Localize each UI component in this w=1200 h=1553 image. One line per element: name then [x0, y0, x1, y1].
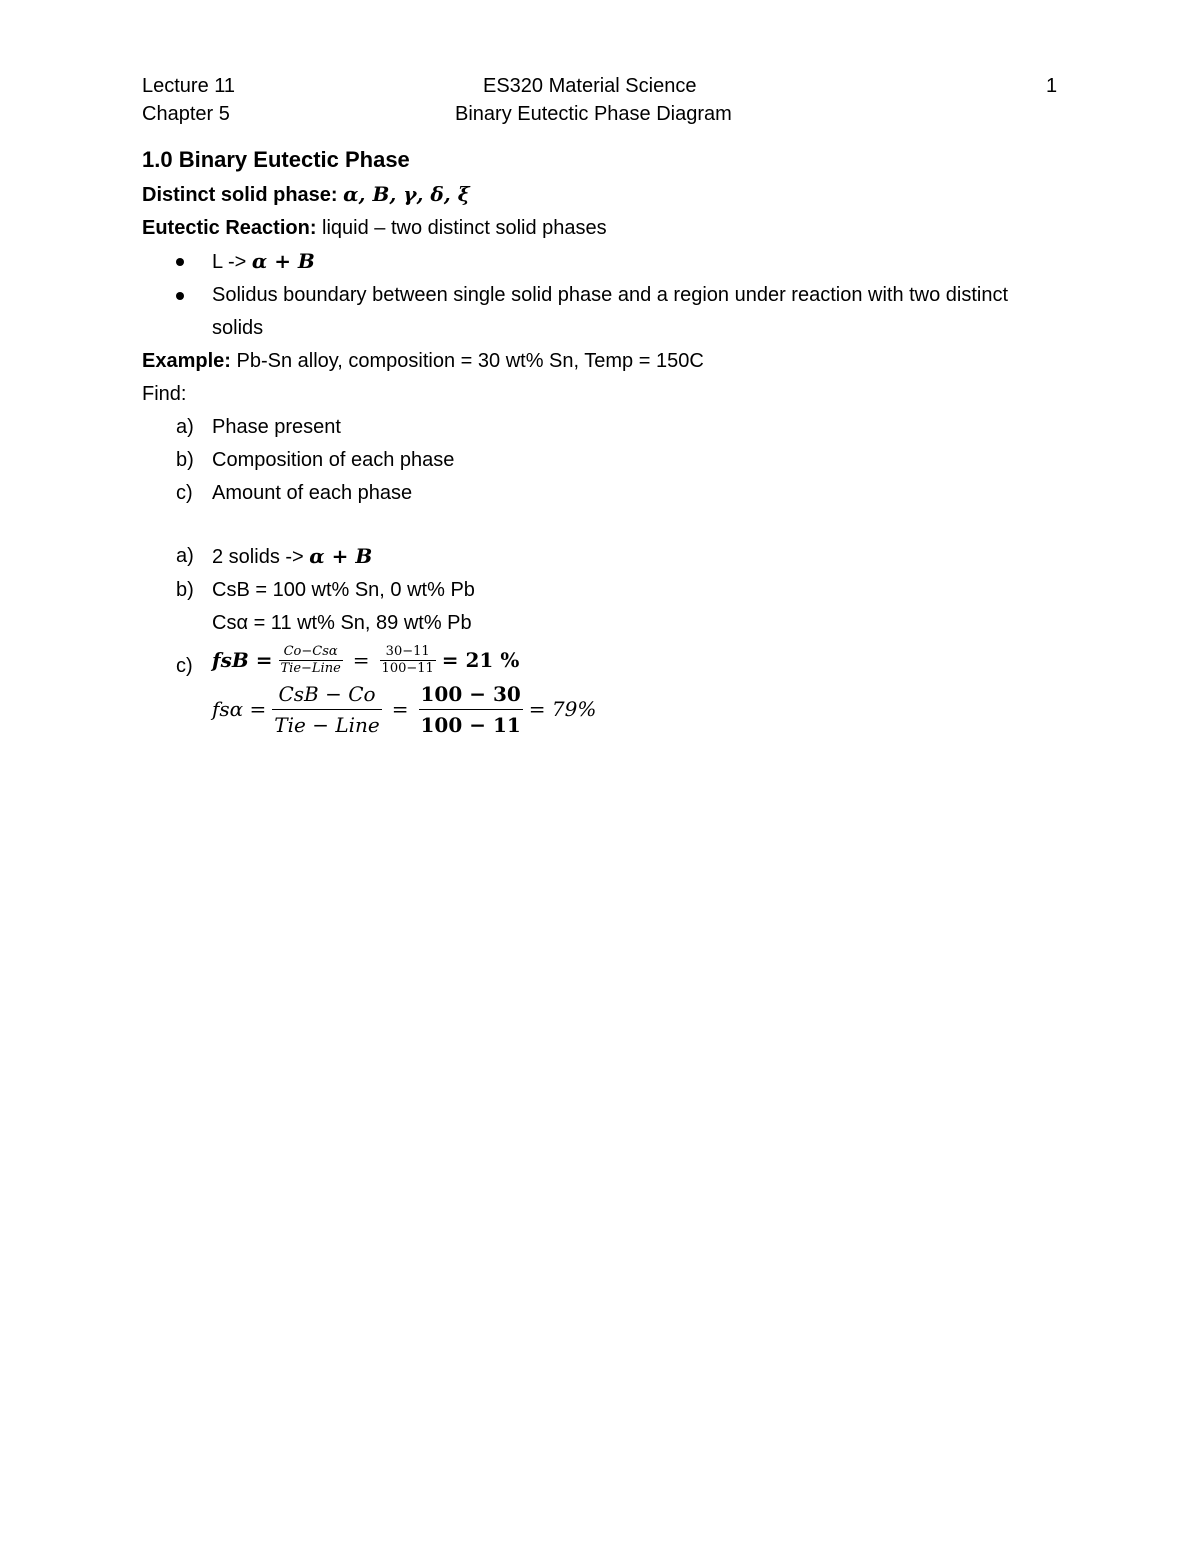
section-title: 1.0 Binary Eutectic Phase — [142, 147, 410, 172]
eq1-result: = 21 % — [441, 648, 520, 672]
eq1-equals: = — [352, 648, 370, 672]
distinct-label: Distinct solid phase: — [142, 184, 344, 206]
spacer — [142, 510, 1042, 540]
eq2-fraction-2 — [419, 679, 523, 740]
equation-fsa — [212, 679, 1042, 740]
distinct-solid-phase-line — [142, 178, 1042, 212]
list-item — [142, 444, 1042, 477]
answer-a-prefix: 2 solids -> — [212, 546, 310, 568]
distinct-symbols: α, B, γ, δ, ξ — [343, 182, 470, 206]
eq1-fraction-1 — [279, 644, 343, 677]
example-line — [142, 345, 1042, 378]
answer-list — [142, 540, 1042, 740]
answer-b-line1: CsB = 100 wt% Sn, 0 wt% Pb — [212, 579, 475, 601]
list-item — [142, 411, 1042, 444]
list-marker: b) — [176, 579, 194, 601]
example-text: Pb-Sn alloy, composition = 30 wt% Sn, Temp = 150C — [230, 350, 704, 372]
header-lecture: Lecture 11 — [142, 75, 236, 97]
bullet-icon — [176, 292, 184, 300]
header-course: ES320 Material Science — [483, 75, 697, 97]
eq2-den2: 100 − 11 — [420, 713, 521, 737]
eq1-den1: Tie−Line — [280, 661, 341, 676]
eq2-num2: 100 − 30 — [420, 682, 521, 706]
page-number: 1 — [1046, 75, 1058, 97]
answer-b-line2: Csα = 11 wt% Sn, 89 wt% Pb — [212, 612, 472, 634]
header-topic: Binary Eutectic Phase Diagram — [455, 103, 732, 125]
equation-fsb — [212, 644, 1042, 677]
bullet-icon — [176, 258, 184, 266]
find-list — [142, 411, 1042, 510]
list-text: Composition of each phase — [212, 449, 455, 471]
eutectic-text: liquid – two distinct solid phases — [316, 217, 607, 239]
eq2-fraction-1 — [272, 679, 381, 740]
list-marker: a) — [176, 416, 194, 438]
list-marker: c) — [176, 655, 193, 677]
header-left — [142, 72, 235, 128]
eutectic-reaction-line — [142, 212, 1042, 245]
eutectic-label: Eutectic Reaction: — [142, 217, 317, 239]
bullet-math: α + B — [251, 249, 315, 273]
list-text: Phase present — [212, 416, 341, 438]
answer-b — [142, 574, 1042, 640]
example-label: Example: — [142, 350, 231, 372]
eq1-lhs: fsB = — [212, 648, 273, 672]
eq2-result: = 79% — [528, 697, 597, 721]
bullet-text: Solidus boundary between single solid phase and a region under reaction with two distinct solids — [212, 284, 1009, 339]
answer-a-math: α + B — [309, 544, 373, 568]
eq1-num2: 30−11 — [385, 644, 430, 659]
header-chapter: Chapter 5 — [142, 103, 230, 125]
bullet-prefix: L -> — [212, 251, 252, 273]
eq1-den2: 100−11 — [381, 661, 434, 676]
list-item — [142, 245, 1042, 279]
bullet-list — [142, 245, 1042, 345]
list-item — [142, 477, 1042, 510]
eq2-num1: CsB − Co — [278, 682, 376, 706]
list-item — [142, 279, 1042, 345]
eq1-num1: Co−Csα — [283, 644, 338, 659]
answer-a — [142, 540, 1042, 574]
list-marker: a) — [176, 545, 194, 567]
list-marker: b) — [176, 449, 194, 471]
find-label: Find: — [142, 383, 187, 405]
main-content — [142, 144, 1042, 740]
answer-c — [142, 640, 1042, 740]
list-text: Amount of each phase — [212, 482, 413, 504]
eq2-den1: Tie − Line — [274, 713, 380, 737]
list-marker: c) — [176, 482, 193, 504]
eq1-fraction-2 — [380, 644, 436, 677]
eq2-lhs: fsα = — [212, 697, 267, 721]
header-center — [455, 72, 732, 128]
eq2-equals: = — [391, 697, 409, 721]
